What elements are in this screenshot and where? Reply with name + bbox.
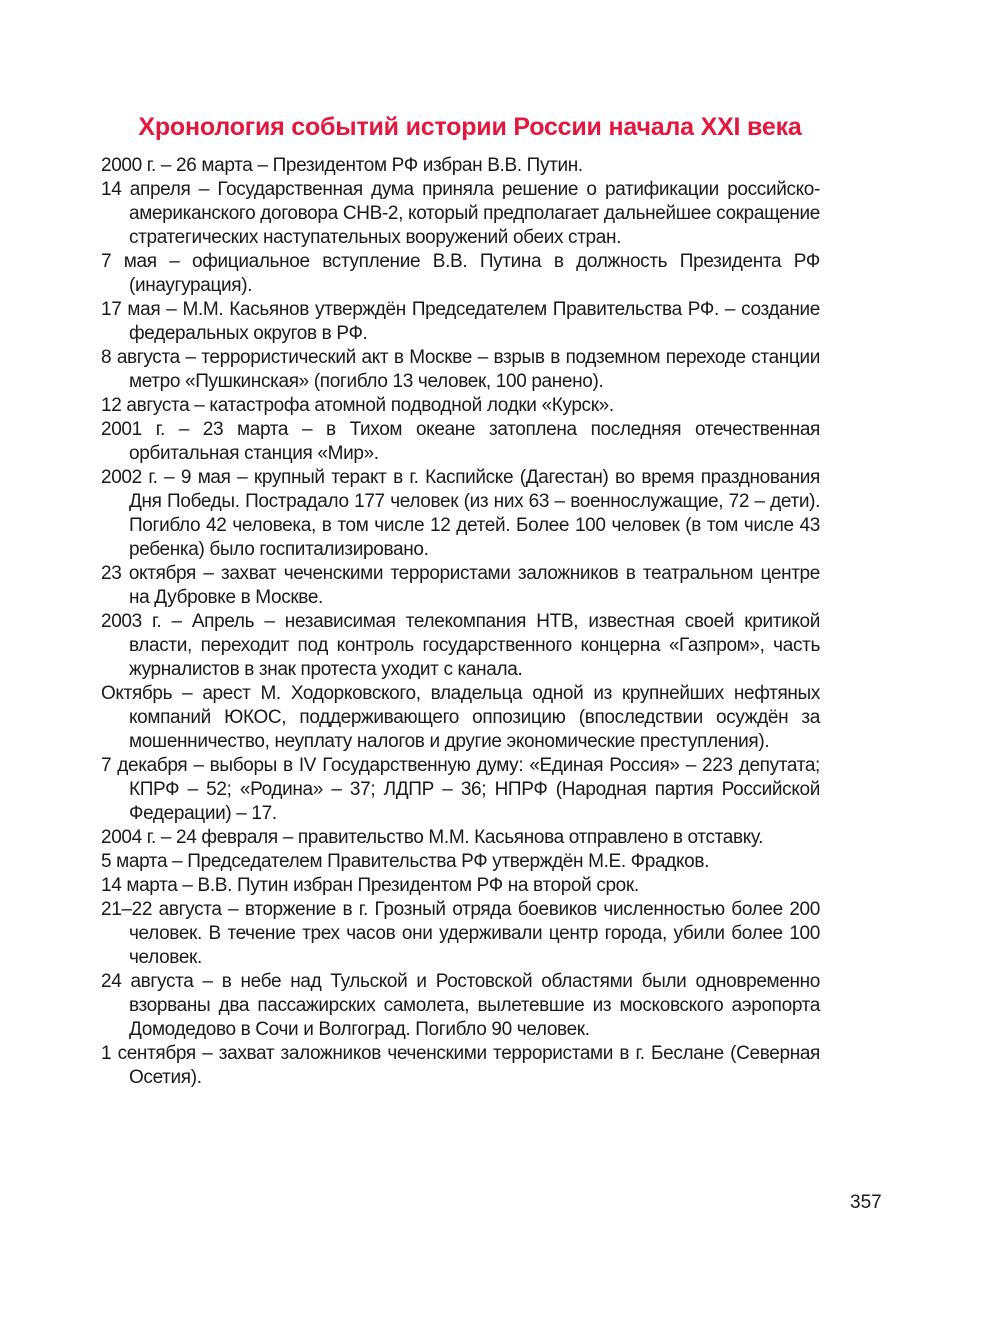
chronology-entry: 21–22 августа – вторжение в г. Грозный отряда боевиков численностью более 200 человек. В течение трех часов они удерживали центр города, убили более 100 человек.: [101, 899, 820, 968]
chronology-entry: 7 декабря – выборы в IV Государственную думу: «Единая Россия» – 223 депутата; КПРФ – 52; «Родина» – 37; ЛДПР – 36; НПРФ (Народная партия Российской Федерации) – 17.: [101, 755, 820, 824]
chronology-entry: 17 мая – М.М. Касьянов утверждён Председателем Правительства РФ. – создание федеральных округов в РФ.: [101, 299, 820, 344]
chronology-entry: 2004 г. – 24 февраля – правительство М.М. Касьянова отправлено в отставку.: [101, 827, 764, 848]
chronology-entry: 8 августа – террористический акт в Москве – взрыв в подземном переходе станции метро «Пушкинская» (погибло 13 человек, 100 ранено).: [101, 347, 820, 392]
chronology-entry: 14 апреля – Государственная дума приняла решение о ратификации российско-американского договора СНВ-2, который предполагает дальнейшее сокращение стратегических наступательных вооружений обеих стран.: [101, 179, 820, 248]
chronology-entry: 1 сентября – захват заложников чеченскими террористами в г. Беслане (Северная Осетия).: [101, 1043, 820, 1088]
chronology-entry: 2002 г. – 9 мая – крупный теракт в г. Каспийске (Дагестан) во время празднования Дня Победы. Пострадало 177 человек (из них 63 – военнослужащие, 72 – дети). Погибло 42 человека, в том числе 12 детей. Более 100 человек (в том числе 43 ребенка) было госпитализировано.: [101, 467, 820, 560]
chronology-list: [101, 154, 820, 1090]
page-number: 357: [850, 1192, 882, 1213]
chronology-entry: 7 мая – официальное вступление В.В. Путина в должность Президента РФ (инаугурация).: [101, 251, 820, 296]
chronology-entry: 2001 г. – 23 марта – в Тихом океане затоплена последняя отечественная орбитальная станция «Мир».: [101, 419, 820, 464]
chronology-entry: 2003 г. – Апрель – независимая телекомпания НТВ, известная своей критикой власти, переходит под контроль государственного концерна «Газпром», часть журналистов в знак протеста уходит с канала.: [101, 611, 820, 680]
chronology-entry: 12 августа – катастрофа атомной подводной лодки «Курск».: [101, 395, 614, 416]
chronology-entry: 23 октября – захват чеченскими террористами заложников в театральном центре на Дубровке в Москве.: [101, 563, 820, 608]
chronology-entry: 14 марта – В.В. Путин избран Президентом РФ на второй срок.: [101, 875, 639, 896]
chronology-entry: 2000 г. – 26 марта – Президентом РФ избран В.В. Путин.: [101, 155, 583, 176]
chronology-entry: Октябрь – арест М. Ходорковского, владельца одной из крупнейших нефтяных компаний ЮКОС, поддерживающего оппозицию (впоследствии осуждён за мошенничество, неуплату налогов и другие экономические преступления).: [101, 683, 820, 752]
chronology-entry: 24 августа – в небе над Тульской и Ростовской областями были одновременно взорваны два пассажирских самолета, вылетевшие из московского аэропорта Домодедово в Сочи и Волгоград. Погибло 90 человек.: [101, 971, 820, 1040]
chronology-entry: 5 марта – Председателем Правительства РФ утверждён М.Е. Фрадков.: [101, 851, 710, 872]
page-title: Хронология событий истории России начала XXI века: [138, 113, 802, 141]
